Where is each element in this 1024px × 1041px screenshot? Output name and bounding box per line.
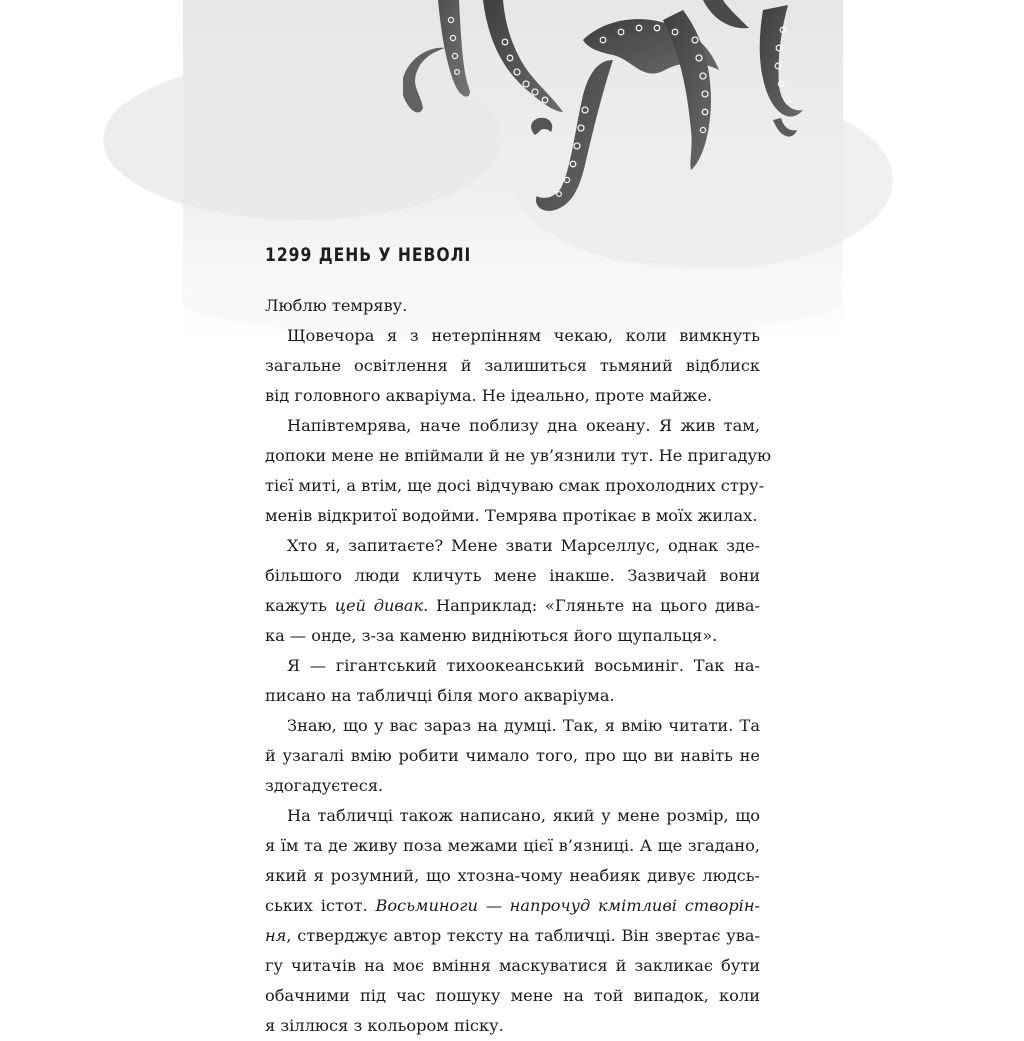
text-segment: більшого люди кличуть мене інакше. Зазвичай вони xyxy=(265,566,760,585)
italic-text: цей дивак xyxy=(334,596,424,615)
text-segment: . Наприклад: «Гляньте на цього дива- xyxy=(423,596,760,615)
text-segment: Напівтемрява, наче поблизу дна океану. Я жив там, xyxy=(287,416,760,435)
text-segment: ських істот. xyxy=(265,896,376,915)
text-segment: Хто я, запитаєте? Мене звати Марселлус, однак зде- xyxy=(287,536,760,555)
text-line xyxy=(265,861,760,891)
text-segment: здогадуєтеся. xyxy=(265,776,384,795)
text-line xyxy=(265,651,760,681)
text-segment: допоки мене не впіймали й не ув’язнили тут. Не пригадую xyxy=(265,446,772,465)
text-segment: гу читачів на моє вміння маскуватися й закликає бути xyxy=(265,956,760,975)
text-segment: я зіллюся з кольором піску. xyxy=(265,1016,504,1035)
text-segment: обачними під час пошуку мене на той випадок, коли xyxy=(265,986,760,1005)
text-line xyxy=(265,711,760,741)
text-line xyxy=(265,891,760,921)
chapter-title: 1299 ДЕНЬ У НЕВОЛІ xyxy=(265,244,472,266)
book-page xyxy=(183,0,843,1035)
text-line xyxy=(265,981,760,1011)
italic-text: ня xyxy=(265,926,287,945)
paragraph xyxy=(265,711,760,801)
text-segment: я їм та де живу поза межами цієї в’язниці. А ще згадано, xyxy=(265,836,760,855)
text-segment: тієї миті, а втім, ще досі відчуваю смак прохолодних стру- xyxy=(265,476,765,495)
text-segment: Я — гігантський тихоокеанський восьминіг. Так на- xyxy=(287,656,760,675)
text-segment: від головного акваріума. Не ідеально, проте майже. xyxy=(265,386,713,405)
text-line xyxy=(265,921,760,951)
text-line xyxy=(265,531,760,561)
text-line xyxy=(265,291,760,321)
text-line xyxy=(265,411,760,441)
text-line xyxy=(265,1011,760,1041)
text-line xyxy=(265,681,760,711)
paragraph xyxy=(265,291,760,321)
text-line xyxy=(265,831,760,861)
text-line xyxy=(265,801,760,831)
text-line xyxy=(265,321,760,351)
text-segment: писано на табличці біля мого акваріума. xyxy=(265,686,615,705)
text-segment: менів відкритої водойми. Темрява протікає в моїх жилах. xyxy=(265,506,758,525)
text-segment: ка — онде, з-за каменю видніються його щупальця». xyxy=(265,626,718,645)
text-segment: Щовечора я з нетерпінням чекаю, коли вимкнуть xyxy=(287,326,760,345)
text-segment: Знаю, що у вас зараз на думці. Так, я вмію читати. Та xyxy=(287,716,760,735)
text-segment: який я розумний, що хтозна-чому неабияк дивує людсь- xyxy=(265,866,760,885)
text-line xyxy=(265,591,760,621)
text-line xyxy=(265,351,760,381)
text-segment: й узагалі вмію робити чимало того, про що ви навіть не xyxy=(265,746,760,765)
text-line xyxy=(265,441,772,471)
paragraph xyxy=(265,801,760,1041)
text-segment: На табличці також написано, який у мене розмір, що xyxy=(287,806,760,825)
text-segment: Люблю темряву. xyxy=(265,296,408,315)
chapter-body-text xyxy=(265,291,772,1041)
text-segment: , стверджує автор тексту на табличці. Він звертає ува- xyxy=(286,926,760,945)
text-line xyxy=(265,501,760,531)
octopus-tentacles-illustration xyxy=(183,0,843,340)
text-line xyxy=(265,621,760,651)
text-line xyxy=(265,951,760,981)
paragraph xyxy=(265,411,772,531)
text-line xyxy=(265,771,760,801)
text-segment: загальне освітлення й залишиться тьмяний відблиск xyxy=(265,356,760,375)
text-line xyxy=(265,471,765,501)
watercolor-blot xyxy=(103,60,503,220)
text-line xyxy=(265,561,760,591)
text-segment: кажуть xyxy=(265,596,335,615)
paragraph xyxy=(265,321,760,411)
paragraph xyxy=(265,651,760,711)
italic-text: Восьминоги — напрочуд кмітливі створін- xyxy=(375,896,760,915)
paragraph xyxy=(265,531,760,651)
text-line xyxy=(265,381,760,411)
text-line xyxy=(265,741,760,771)
